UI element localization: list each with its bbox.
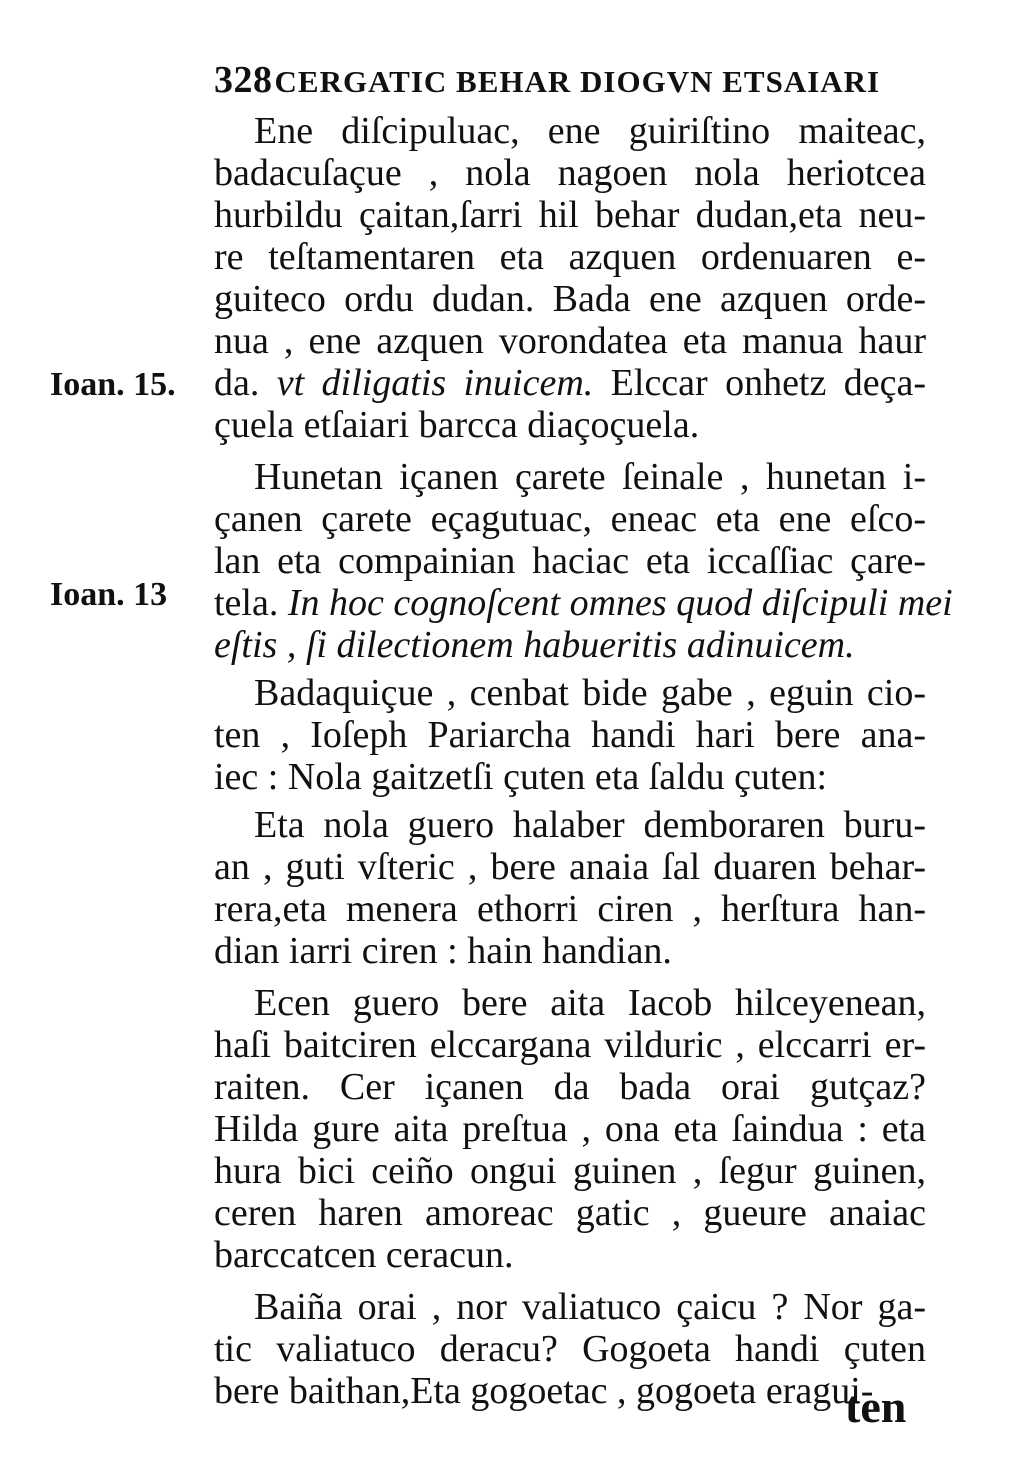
paragraph — [214, 804, 926, 972]
latin-quotation: In hoc cognoſcent omnes quod diſcipuli mei — [287, 582, 953, 624]
line-segment: çuela etſaiari barcca diaçoçuela. — [214, 404, 700, 446]
line-segment: Badaquiçue , cenbat bide gabe , eguin cio- — [254, 672, 926, 714]
line-segment: çanen çarete eçagutuac, eneac eta ene eſco- — [214, 498, 926, 540]
text-line — [214, 540, 926, 582]
body-text — [214, 110, 953, 1412]
line-segment: an , guti vſteric , bere anaia ſal duaren behar- — [214, 846, 926, 888]
line-segment: Ecen guero bere aita Iacob hilceyenean, — [254, 982, 926, 1024]
paragraph — [214, 110, 926, 446]
paragraph — [214, 456, 953, 666]
paragraph — [214, 672, 926, 798]
text-line — [214, 1150, 926, 1192]
margin-note-ioan-15: Ioan. 15. — [50, 366, 176, 403]
line-segment: Ene diſcipuluac, ene guiriſtino maiteac, — [254, 110, 926, 152]
text-line — [214, 456, 926, 498]
margin-note-ioan-13: Ioan. 13 — [50, 576, 168, 613]
text-line — [214, 1328, 926, 1370]
line-segment: rera,eta menera ethorri ciren , herſtura han- — [214, 888, 926, 930]
line-segment: tic valiatuco deracu? Gogoeta handi çuten — [214, 1328, 926, 1370]
page-number: 328 — [214, 59, 273, 101]
line-segment: bere baithan,Eta gogoetac , gogoeta eragui- — [214, 1370, 874, 1412]
text-line — [214, 582, 953, 624]
line-segment: Eta nola guero halaber demboraren buru- — [254, 804, 926, 846]
running-title: CERGATIC BEHAR DIOGVN ETSAIARI — [274, 64, 881, 99]
text-line — [214, 672, 926, 714]
text-line — [214, 1234, 926, 1276]
text-line — [214, 194, 926, 236]
line-segment: guiteco ordu dudan. Bada ene azquen orde- — [214, 278, 926, 320]
line-segment: tela. — [214, 582, 288, 624]
line-segment: barccatcen ceracun. — [214, 1234, 514, 1276]
running-head — [214, 58, 924, 102]
line-segment: haſi baitciren elccargana vilduric , elccarri er- — [214, 1024, 926, 1066]
text-line — [214, 498, 926, 540]
text-line — [214, 320, 926, 362]
line-segment: Elccar onhetz deça- — [593, 362, 926, 404]
line-segment: hura bici ceiño ongui guinen , ſegur guinen, — [214, 1150, 926, 1192]
line-segment: ten , Ioſeph Pariarcha handi hari bere ana- — [214, 714, 926, 756]
line-segment: ceren haren amoreac gatic , gueure anaiac — [214, 1192, 926, 1234]
line-segment: raiten. Cer içanen da bada orai gutçaz? — [214, 1066, 926, 1108]
line-segment: da. — [214, 362, 277, 404]
latin-quotation: eſtis , ſi dilectionem habueritis adinuicem. — [214, 624, 855, 666]
line-segment: dian iarri ciren : hain handian. — [214, 930, 672, 972]
line-segment: badacuſaçue , nola nagoen nola heriotcea — [214, 152, 926, 194]
text-line — [214, 888, 926, 930]
line-segment: hurbildu çaitan,ſarri hil behar dudan,eta neu- — [214, 194, 926, 236]
text-line — [214, 1066, 926, 1108]
paragraph — [214, 1286, 926, 1412]
line-segment: re teſtamentaren eta azquen ordenuaren e- — [214, 236, 926, 278]
paragraph — [214, 982, 926, 1276]
text-line — [214, 1192, 926, 1234]
text-line — [214, 110, 926, 152]
text-line — [214, 1370, 926, 1412]
text-line — [214, 278, 926, 320]
text-line — [214, 1286, 926, 1328]
text-line — [214, 930, 926, 972]
text-line — [214, 982, 926, 1024]
text-line — [214, 624, 926, 666]
text-line — [214, 362, 926, 404]
text-line — [214, 152, 926, 194]
text-line — [214, 714, 926, 756]
latin-quotation: vt diligatis inuicem. — [276, 362, 594, 404]
line-segment: Hunetan içanen çarete ſeinale , hunetan i- — [254, 456, 926, 498]
text-line — [214, 1108, 926, 1150]
line-segment: lan eta compainian haciac eta iccaſſiac çare- — [214, 540, 926, 582]
line-segment: Baiña orai , nor valiatuco çaicu ? Nor ga- — [254, 1286, 926, 1328]
catchword: ten — [845, 1381, 907, 1432]
text-line — [214, 404, 926, 446]
text-line — [214, 236, 926, 278]
text-line — [214, 1024, 926, 1066]
text-line — [214, 846, 926, 888]
text-line — [214, 756, 926, 798]
line-segment: iec : Nola gaitzetſi çuten eta ſaldu çuten: — [214, 756, 828, 798]
line-segment: Hilda gure aita preſtua , ona eta ſaindua : eta — [214, 1108, 926, 1150]
text-line — [214, 804, 926, 846]
line-segment: nua , ene azquen vorondatea eta manua haur — [214, 320, 926, 362]
